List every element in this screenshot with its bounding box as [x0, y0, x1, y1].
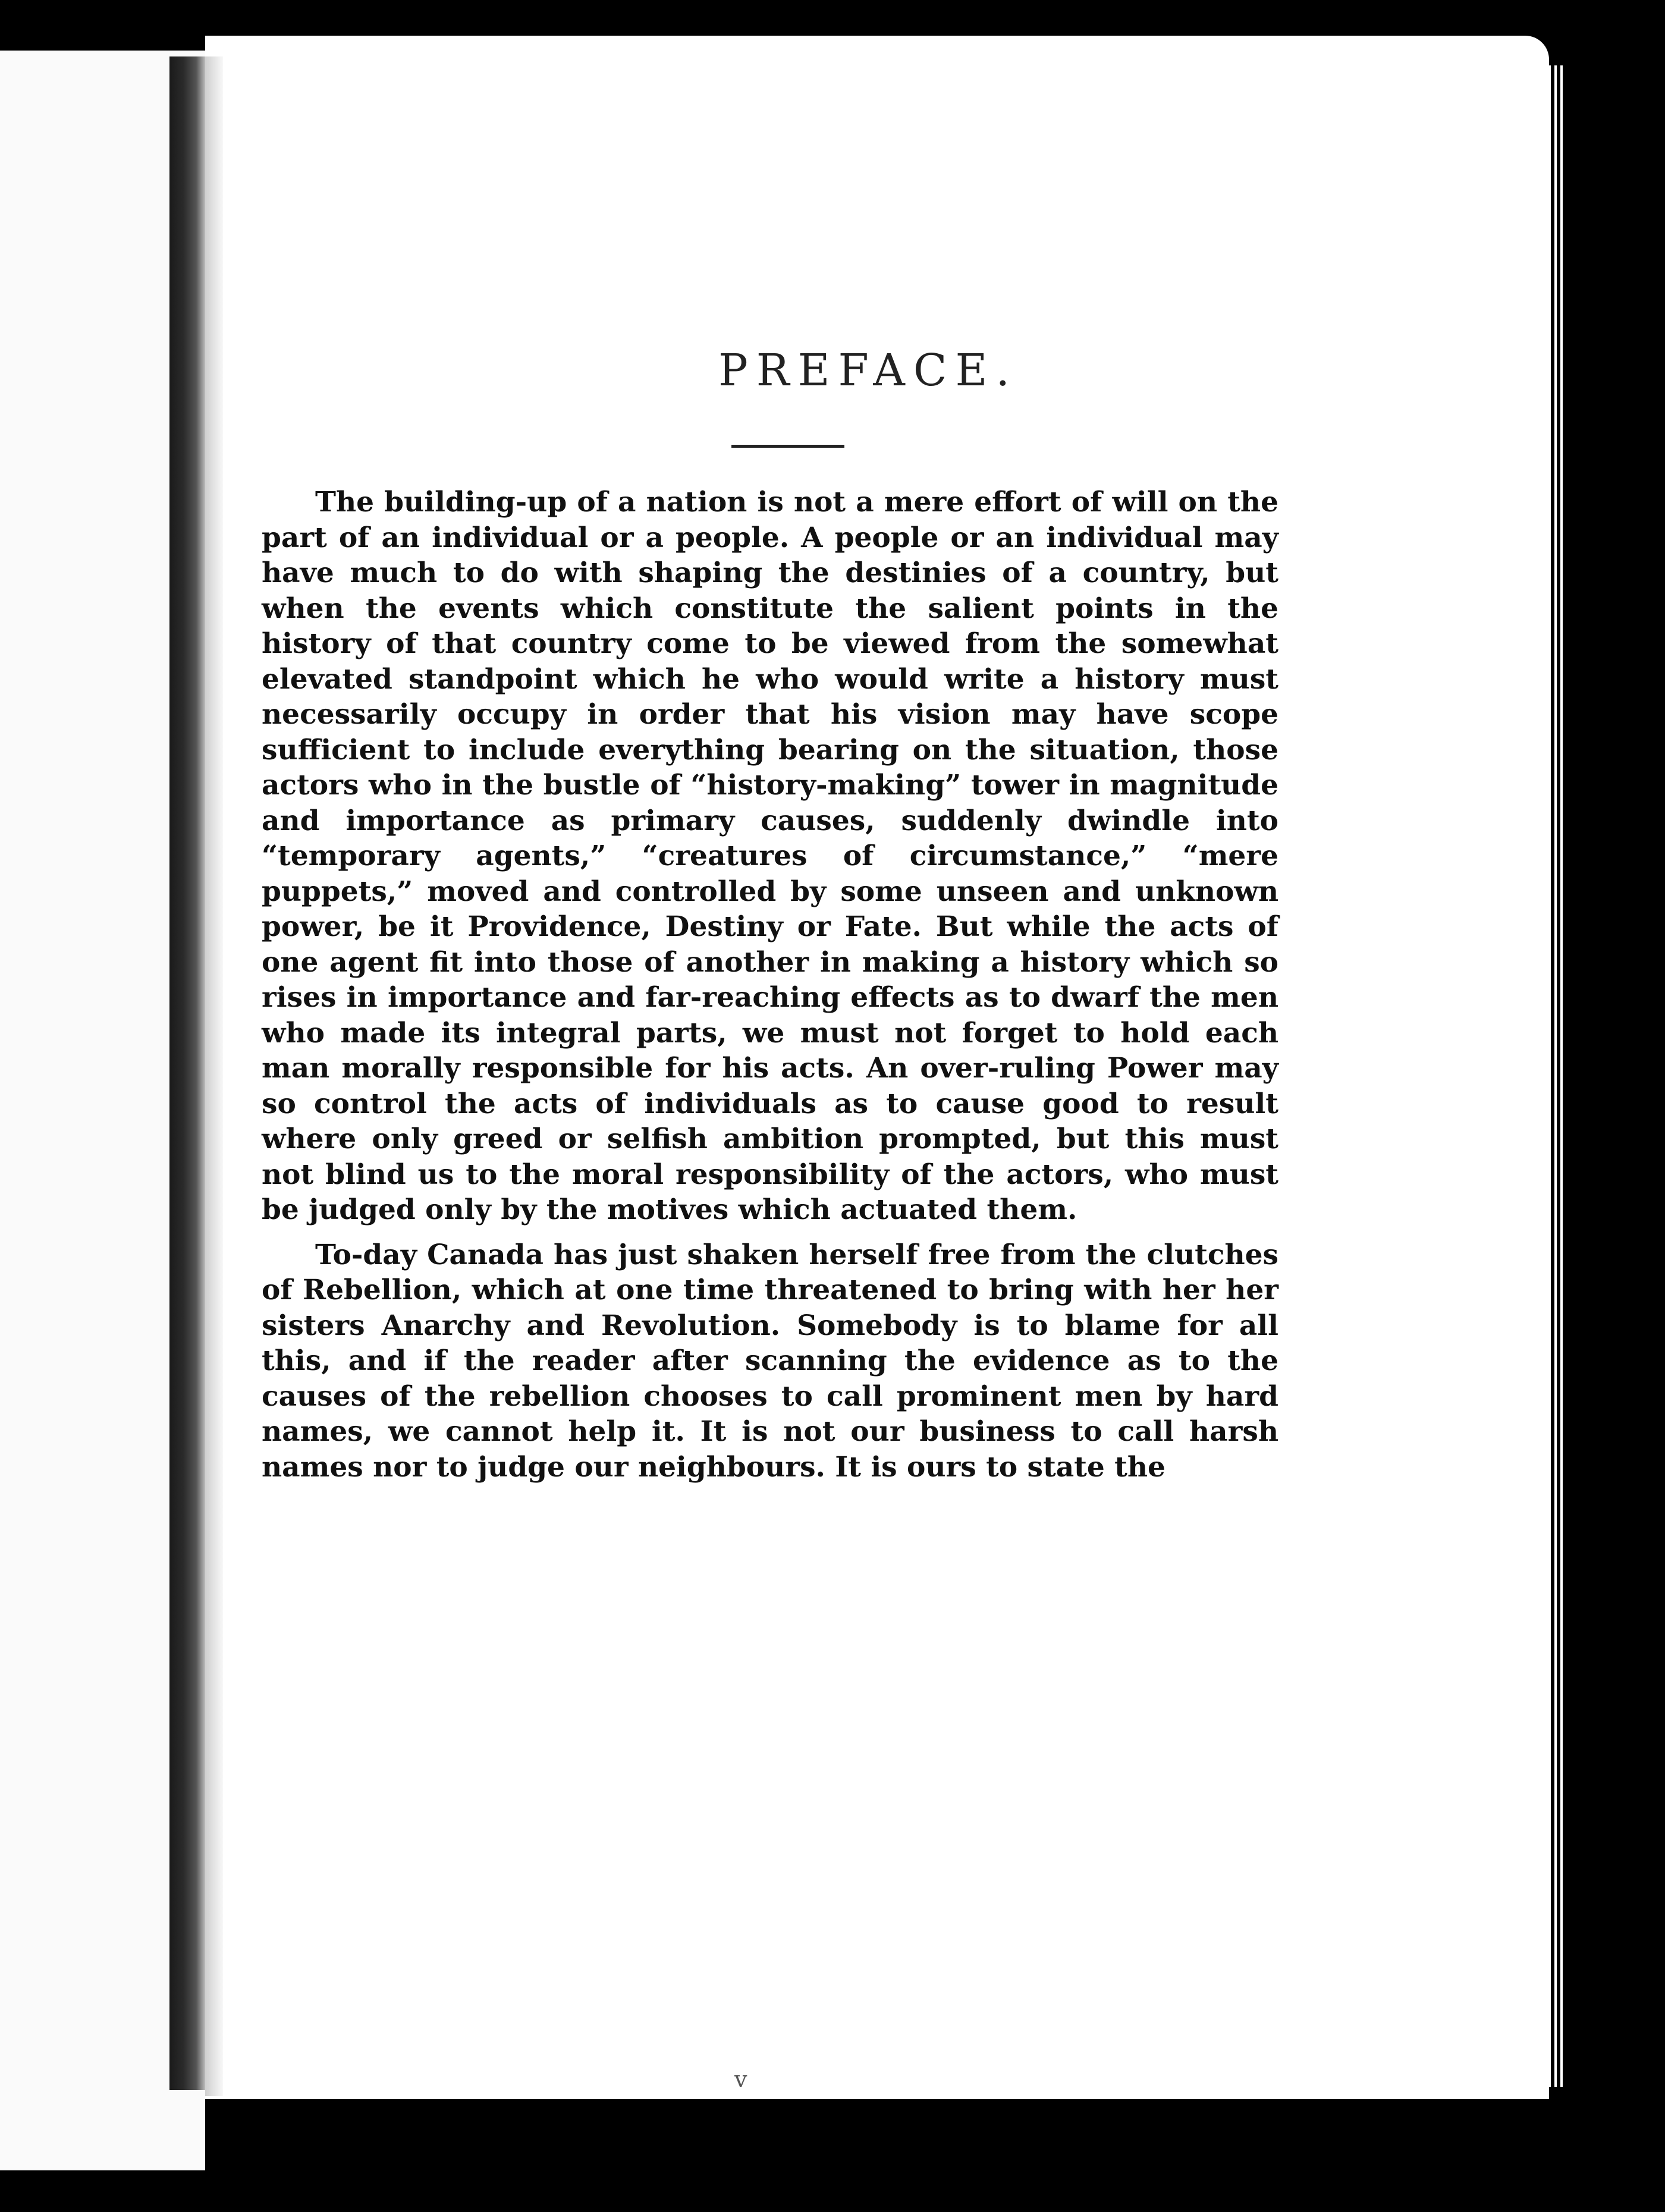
paragraph: To-day Canada has just shaken herself free from the clutches of Rebellion, which at one time threatened to bring with her her sisters Anarchy and Revolution. Somebody is to blame for all this, and if the reader after scanning the evidence as to the causes of the rebellion chooses to call prominent men by hard names, we cannot help it. It is not our business to call harsh names nor to judge our neighbours. It is ours to state the: [262, 1238, 1278, 1484]
page-number: v: [734, 2066, 747, 2092]
title-rule: [731, 445, 844, 448]
paragraph: The building-up of a nation is not a mere effort of will on the part of an individual or a people. A people or an individual may have much to do with shaping the destinies of a country, but when the events which constitute the salient points in the history of that country come to be viewed from the somewhat elevated standpoint which he who would write a history must necessarily occupy in order that his vision may have scope sufficient to include everything bearing on the situation, those actors who in the bustle of “history-making” tower in magnitude and importance as primary causes, suddenly dwindle into “temporary agents,” “creatures of circumstance,” “mere puppets,” moved and controlled by some unseen and unknown power, be it Providence, Destiny or Fate. But while the acts of one agent fit into those of another in making a history which so rises in importance and far-reaching effects as to dwarf the men who made its integral parts, we must not forget to hold each man morally responsible for his acts. An over-ruling Power may so control the acts of individuals as to cause good to result where only greed or selfish ambition prompted, but this must not blind us to the moral responsibility of the actors, who must be judged only by the motives which actuated them.: [262, 486, 1278, 1226]
page-title: PREFACE.: [718, 345, 1019, 396]
body-text: [262, 485, 1278, 1485]
